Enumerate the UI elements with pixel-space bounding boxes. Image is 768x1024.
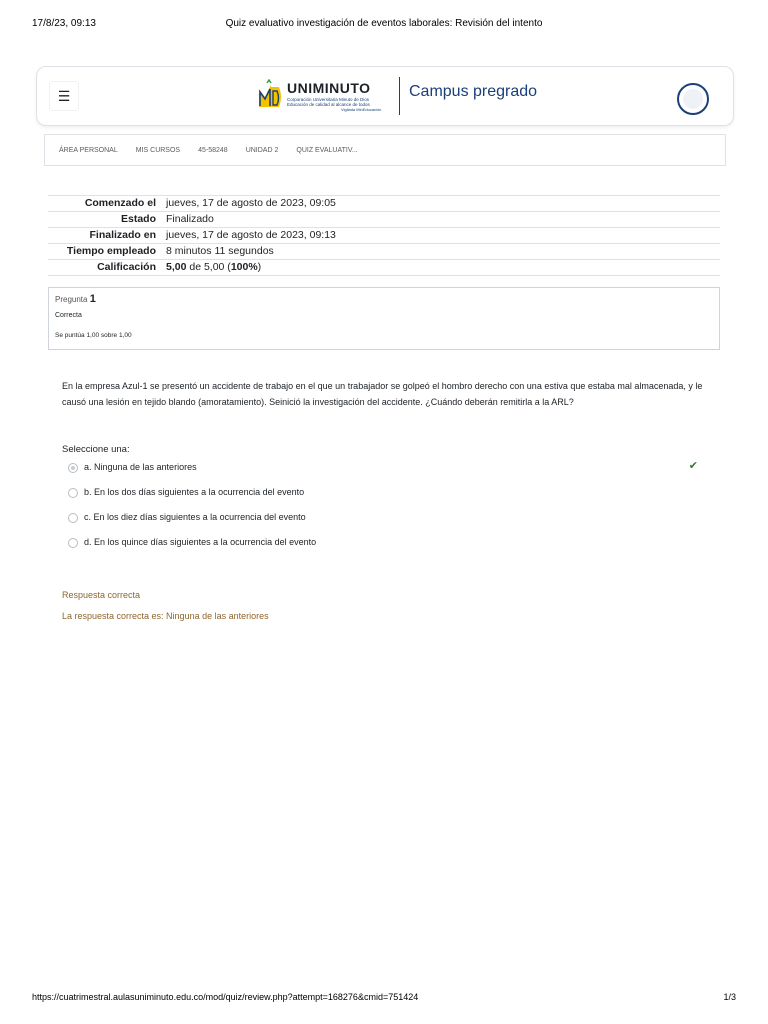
answer-label: b. En los dos días siguientes a la ocurrencia del evento: [84, 487, 305, 497]
logo-mark-icon: [257, 79, 283, 109]
breadcrumb-item-mis-cursos[interactable]: MIS CURSOS: [135, 147, 181, 154]
answer-prompt: Seleccione una:: [62, 444, 130, 455]
summary-label: Finalizado en: [89, 229, 156, 241]
print-header: [32, 18, 736, 32]
grade-max: de 5,00 (: [186, 261, 231, 273]
grade-score: 5,00: [166, 261, 187, 273]
breadcrumb-item-quiz[interactable]: QUIZ EVALUATIV...: [296, 147, 358, 154]
table-row: [48, 212, 720, 228]
feedback-result: Respuesta correcta: [62, 590, 141, 600]
menu-toggle-button[interactable]: [49, 81, 79, 111]
feedback-correct-answer: La respuesta correcta es: Ninguna de las anteriores: [62, 611, 269, 621]
logo-divider: [399, 77, 400, 115]
print-page-number: 1/3: [723, 992, 736, 1002]
print-url: https://cuatrimestral.aulasuniminuto.edu.co/mod/quiz/review.php?attempt=168276&cmid=751424: [32, 992, 419, 1002]
logo-tagline-3: Vigilada MinEducación: [341, 107, 382, 112]
site-name[interactable]: Campus pregrado: [409, 83, 538, 100]
table-row: [48, 244, 720, 260]
breadcrumb-item-area-personal[interactable]: ÁREA PERSONAL: [59, 147, 118, 154]
answer-option-b[interactable]: [64, 484, 704, 509]
correct-check-icon: ✔: [688, 460, 698, 472]
radio-button[interactable]: [68, 513, 78, 523]
table-row: [48, 228, 720, 244]
question-text: En la empresa Azul-1 se presentó un accidente de trabajo en el que un trabajador se golpeó el hombro derecho con una estiva que estaba mal almacenada, y le causó una lesión en tejido blando (amoratamiento). Seinició la investigación del accidente. ¿Cuándo deberán remitirla a la ARL?: [62, 381, 703, 407]
answer-label: a. Ninguna de las anteriores: [84, 462, 197, 472]
grade-value: [162, 260, 720, 276]
logo-tagline-2: Educación de calidad al alcance de todos: [287, 102, 370, 107]
summary-value: 8 minutos 11 segundos: [166, 245, 274, 257]
answer-label: c. En los diez días siguientes a la ocurrencia del evento: [84, 512, 306, 522]
answer-options: [64, 459, 704, 559]
print-date: 17/8/23, 09:13: [32, 18, 96, 29]
logo-tagline-1: Corporación Universitaria Minuto de Dios: [287, 97, 370, 102]
radio-button[interactable]: [68, 538, 78, 548]
attempt-summary-table: [48, 195, 720, 276]
print-page-title: Quiz evaluativo investigación de eventos laborales: Revisión del intento: [225, 18, 543, 29]
user-avatar[interactable]: [677, 83, 709, 115]
answer-option-a[interactable]: [64, 459, 704, 484]
answer-option-d[interactable]: [64, 534, 704, 559]
question-state: Correcta: [55, 312, 82, 319]
breadcrumb-item-unit[interactable]: UNIDAD 2: [245, 147, 279, 154]
answer-option-c[interactable]: [64, 509, 704, 534]
table-row: [48, 260, 720, 276]
grade-percent: 100%: [230, 261, 258, 273]
summary-label: Comenzado el: [84, 197, 156, 209]
question-number-value: 1: [89, 293, 96, 305]
question-number-label: Pregunta: [55, 295, 88, 304]
radio-button[interactable]: [68, 488, 78, 498]
hamburger-icon: ☰: [57, 88, 71, 104]
breadcrumb: [44, 134, 726, 166]
summary-value: jueves, 17 de agosto de 2023, 09:05: [166, 197, 336, 209]
summary-label: Estado: [120, 213, 156, 225]
summary-label: Tiempo empleado: [66, 245, 156, 257]
logo-wordmark: UNIMINUTO: [287, 80, 371, 96]
grade-close: ): [257, 261, 262, 273]
radio-button-selected[interactable]: [68, 463, 78, 473]
summary-label: Calificación: [97, 261, 156, 273]
uniminuto-logo[interactable]: [257, 75, 393, 119]
summary-value: jueves, 17 de agosto de 2023, 09:13: [166, 229, 336, 241]
summary-value: Finalizado: [166, 213, 214, 225]
breadcrumb-item-course[interactable]: 45-58248: [198, 147, 228, 154]
question-feedback: [62, 590, 269, 621]
question-grade: Se puntúa 1,00 sobre 1,00: [55, 332, 132, 339]
table-row: [48, 196, 720, 212]
answer-label: d. En los quince días siguientes a la ocurrencia del evento: [84, 537, 317, 547]
navbar: [36, 66, 734, 126]
question-number: [55, 293, 96, 305]
question-info-box: [48, 287, 720, 350]
